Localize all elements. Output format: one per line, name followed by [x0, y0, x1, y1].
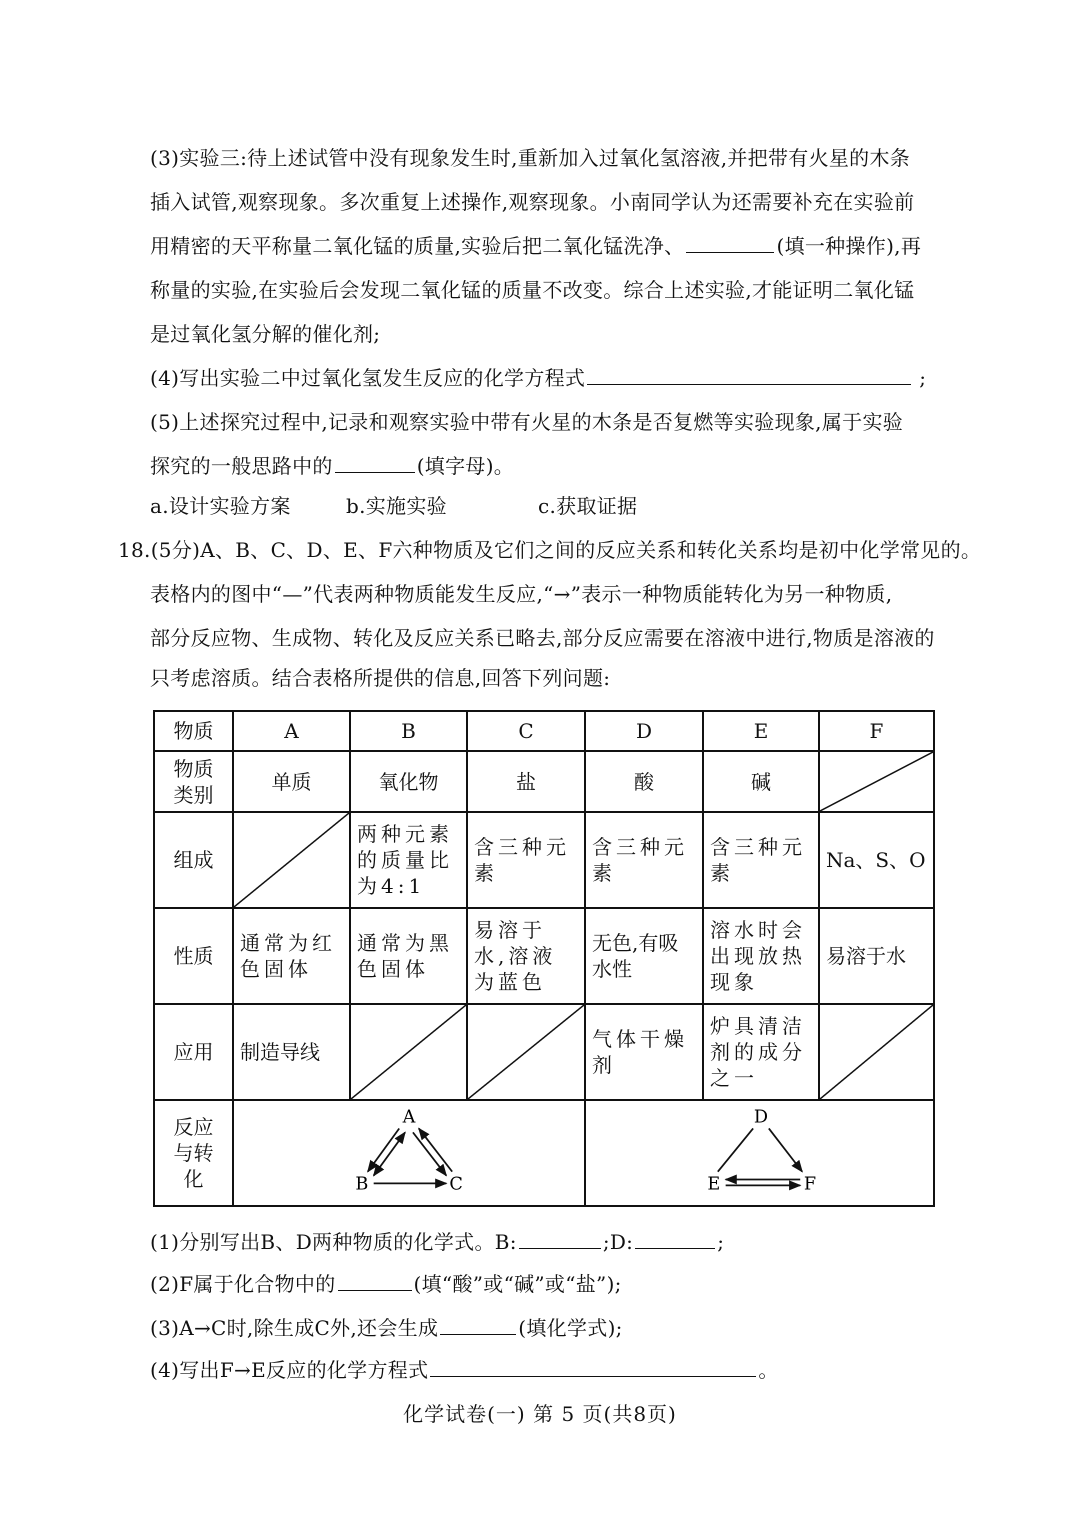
row-label: 性质 — [154, 908, 233, 1004]
answer-blank[interactable] — [430, 1356, 756, 1377]
q18-sub2 — [150, 1270, 622, 1298]
q17-p4-text: (4)写出实验二中过氧化氢发生反应的化学方程式 — [150, 366, 586, 390]
node-e-label: E — [707, 1174, 721, 1195]
q18-sub2-text: (2)F属于化合物中的 — [150, 1272, 336, 1296]
q17-p5-line1: (5)上述探究过程中,记录和观察实验中带有火星的木条是否复燃等实验现象,属于实验 — [150, 410, 904, 434]
q18-sub4-tail: 。 — [758, 1358, 779, 1382]
option-b: b.实施实验 — [346, 494, 447, 518]
header-cell: 物质 — [154, 711, 233, 751]
q18-line3: 部分反应物、生成物、转化及反应关系已略去,部分反应需要在溶液中进行,物质是溶液的 — [150, 626, 935, 650]
q17-p5-line2 — [150, 452, 514, 480]
table-cell: 制造导线 — [233, 1004, 350, 1100]
q18-line1: 18.(5分)A、B、C、D、E、F六种物质及它们之间的反应关系和转化关系均是初中化学常见的。 — [118, 538, 982, 562]
empty-cell — [467, 1004, 585, 1100]
arrow-a-to-b — [368, 1128, 399, 1171]
q17-p3-line2: 插入试管,观察现象。多次重复上述操作,观察现象。小南同学认为还需要补充在实验前 — [150, 190, 915, 214]
row-label: 反应与转化 — [154, 1100, 233, 1206]
q18-sub3-tail: (填化学式); — [518, 1316, 623, 1340]
reaction-diagram-abc-cell — [233, 1100, 585, 1206]
q18-sub1-text: (1)分别写出B、D两种物质的化学式。B: — [150, 1230, 517, 1254]
q18-line4: 只考虑溶质。结合表格所提供的信息,回答下列问题: — [150, 666, 611, 690]
q18-line2: 表格内的图中“—”代表两种物质能发生反应,“→”表示一种物质能转化为另一种物质, — [150, 582, 893, 606]
table-cell: 两种元素的质量比为4:1 — [350, 812, 467, 908]
answer-blank-d[interactable] — [635, 1228, 715, 1249]
q18-sub3-text: (3)A→C时,除生成C外,还会生成 — [150, 1316, 439, 1340]
arrow-b-a — [374, 1132, 405, 1175]
table-cell: 易溶于水 — [819, 908, 934, 1004]
table-cell: 炉具清洁剂的成分之一 — [703, 1004, 819, 1100]
row-label: 应用 — [154, 1004, 233, 1100]
q17-options — [150, 492, 750, 520]
table-row-composition — [154, 812, 934, 908]
q18-sub1-tail: ; — [717, 1230, 725, 1254]
q17-p3-line5: 是过氧化氢分解的催化剂; — [150, 322, 381, 346]
table-cell: 氧化物 — [350, 751, 467, 812]
table-row-category — [154, 751, 934, 812]
q18-sub4 — [150, 1356, 779, 1384]
table-cell: 气体干燥剂 — [585, 1004, 703, 1100]
empty-cell — [350, 1004, 467, 1100]
table-cell: 溶水时会出现放热现象 — [703, 908, 819, 1004]
node-b-label: B — [355, 1174, 369, 1195]
line-d-e — [718, 1128, 753, 1171]
header-cell: E — [703, 711, 819, 751]
table-row-property — [154, 908, 934, 1004]
table-cell: 盐 — [467, 751, 585, 812]
header-cell: F — [819, 711, 934, 751]
empty-cell — [819, 751, 934, 812]
table-cell: 通常为黑色固体 — [350, 908, 467, 1004]
table-cell: 含三种元素 — [467, 812, 585, 908]
answer-blank[interactable] — [686, 232, 774, 253]
table-cell: 易溶于水,溶液为蓝色 — [467, 908, 585, 1004]
table-cell: 酸 — [585, 751, 703, 812]
header-cell: A — [233, 711, 350, 751]
table-row-reaction — [154, 1100, 934, 1206]
reaction-diagram-def-cell — [585, 1100, 934, 1206]
q18-sub4-text: (4)写出F→E反应的化学方程式 — [150, 1358, 429, 1382]
header-cell: D — [585, 711, 703, 751]
answer-blank-b[interactable] — [519, 1228, 601, 1249]
node-d-label: D — [753, 1107, 769, 1128]
arrow-a-to-c — [413, 1132, 446, 1175]
table-cell: 含三种元素 — [703, 812, 819, 908]
table-cell: 含三种元素 — [585, 812, 703, 908]
option-a: a.设计实验方案 — [150, 494, 291, 518]
table-row-header — [154, 711, 934, 751]
node-f-label: F — [803, 1174, 817, 1195]
q17-p3-line1: (3)实验三:待上述试管中没有现象发生时,重新加入过氧化氢溶液,并把带有火星的木条 — [150, 146, 911, 170]
arrow-d-to-f — [769, 1128, 802, 1171]
q18-sub1 — [150, 1228, 724, 1256]
answer-blank[interactable] — [587, 364, 911, 385]
table-cell: 通常为红色固体 — [233, 908, 350, 1004]
table-cell: 单质 — [233, 751, 350, 812]
q17-p3-line3-tail: (填一种操作),再 — [776, 234, 922, 258]
reaction-diagram-def — [586, 1101, 933, 1205]
table-cell: Na、S、O — [819, 812, 934, 908]
q18-sub3 — [150, 1314, 623, 1342]
header-cell: B — [350, 711, 467, 751]
empty-cell — [233, 812, 350, 908]
q18-sub1-mid: ;D: — [602, 1230, 634, 1254]
answer-blank[interactable] — [335, 452, 415, 473]
node-c-label: C — [449, 1174, 463, 1195]
table-cell: 碱 — [703, 751, 819, 812]
q17-p3-line3-text: 用精密的天平称量二氧化锰的质量,实验后把二氧化锰洗净、 — [150, 234, 685, 258]
q18-sub2-tail: (填“酸”或“碱”或“盐”); — [413, 1272, 622, 1296]
q17-p4 — [150, 364, 926, 392]
row-label: 组成 — [154, 812, 233, 908]
q17-p3-line3 — [150, 232, 921, 260]
q17-p5-line2-text: 探究的一般思路中的 — [150, 454, 333, 478]
reaction-diagram-abc — [234, 1101, 584, 1205]
q17-p3-line4: 称量的实验,在实验后会发现二氧化锰的质量不改变。综合上述实验,才能证明二氧化锰 — [150, 278, 915, 302]
table-row-application — [154, 1004, 934, 1100]
page-footer: 化学试卷(一) 第 5 页(共8页) — [403, 1402, 677, 1426]
arrow-c-to-a — [419, 1128, 452, 1171]
option-c: c.获取证据 — [538, 494, 638, 518]
row-label: 物质类别 — [154, 751, 233, 812]
answer-blank[interactable] — [440, 1314, 516, 1335]
q17-p4-tail: ; — [919, 366, 927, 390]
table-cell: 无色,有吸水性 — [585, 908, 703, 1004]
q17-p5-line2-tail: (填字母)。 — [416, 454, 515, 478]
empty-cell — [819, 1004, 934, 1100]
node-a-label: A — [402, 1107, 416, 1128]
header-cell: C — [467, 711, 585, 751]
substance-table — [153, 710, 935, 1207]
answer-blank[interactable] — [338, 1270, 412, 1291]
